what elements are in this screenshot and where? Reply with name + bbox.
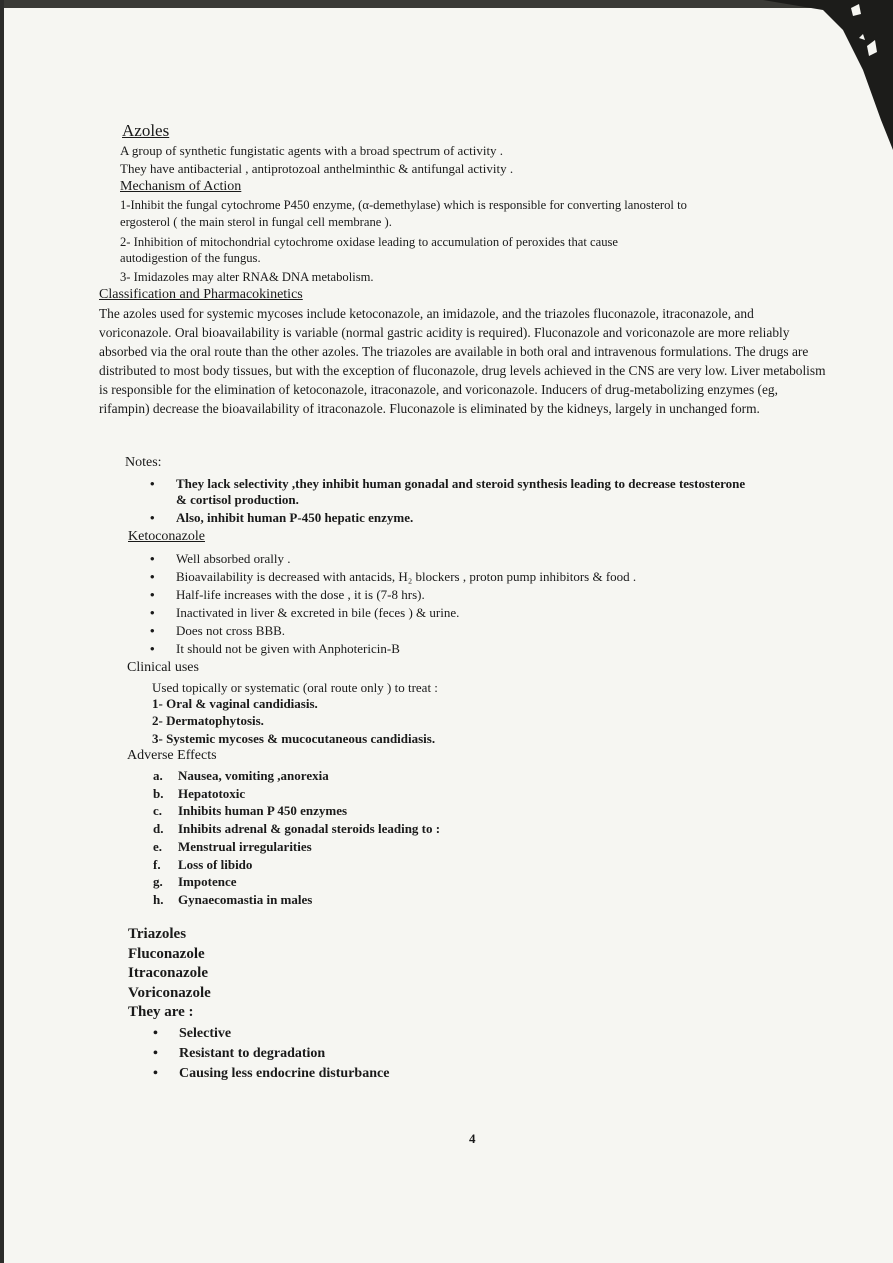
- adverse-effect-label: a.: [153, 768, 163, 783]
- adverse-effect-text: Impotence: [178, 874, 237, 890]
- ketoconazole-list: [150, 550, 636, 658]
- triazole-drug: Fluconazole: [128, 946, 205, 962]
- triazoles-properties-list: [153, 1024, 389, 1084]
- clinical-uses-item: 3- Systemic mycoses & mucocutaneous candidiasis.: [152, 731, 436, 746]
- notes-list: [150, 476, 745, 526]
- adverse-effect-text: Hepatotoxic: [178, 785, 246, 801]
- clinical-uses-intro: Used topically or systematic (oral route only ) to treat :: [152, 680, 438, 695]
- triazoles-heading: Triazoles: [128, 926, 187, 942]
- adverse-effect-text: Inhibits adrenal & gonadal steroids leading to :: [178, 821, 441, 837]
- intro-line: A group of synthetic fungistatic agents with a broad spectrum of activity .: [120, 143, 504, 158]
- adverse-effect-label: g.: [153, 874, 163, 890]
- mechanism-item: 1-Inhibit the fungal cytochrome P450 enzyme, (α-demethylase) which is responsible for converting lanosterol to: [120, 198, 687, 212]
- triazole-drug: Itraconazole: [128, 965, 208, 981]
- clinical-uses-item: 1- Oral & vaginal candidiasis.: [152, 696, 318, 711]
- adverse-effect-text: Inhibits human P 450 enzymes: [178, 803, 348, 819]
- page-number: 4: [469, 1131, 476, 1146]
- they-are-label: They are :: [128, 1004, 194, 1020]
- notes-item: • They lack selectivity ,they inhibit human gonadal and steroid synthesis leading to decrease testosterone: [150, 476, 745, 492]
- ketoconazole-item: • Half-life increases with the dose , it is (7-8 hrs).: [150, 586, 636, 604]
- adverse-effect-item: [153, 873, 440, 891]
- ketoconazole-item: • Bioavailability is decreased with antacids, H₂ blockers , proton pump inhibitors & food .: [150, 568, 636, 586]
- notes-heading: Notes:: [125, 455, 162, 470]
- ketoconazole-heading: Ketoconazole: [128, 529, 205, 544]
- triazole-property: • Resistant to degradation: [153, 1044, 389, 1064]
- triazole-property: • Causing less endocrine disturbance: [153, 1064, 389, 1084]
- notes-item-continued-text: & cortisol production.: [176, 492, 299, 507]
- classification-paragraph: The azoles used for systemic mycoses include ketoconazole, an imidazole, and the triazoles fluconazole, itraconazole, and voriconazole. Oral bioavailability is variable (normal gastric acidity is required). Fluconazole and voriconazole are more reliably absorbed via the oral route than the other azoles. The triazoles are available in both oral and intravenous formulations. The drugs are distributed to most body tissues, but with the exception of fluconazole, drug levels achieved in the CNS are very low. Liver metabolism is responsible for the elimination of ketoconazole, itraconazole, and voriconazole. Inducers of drug-metabolizing enzymes (eg, rifampin) decrease the bioavailability of itraconazole. Fluconazole is eliminated by the kidneys, largely in unchanged form.: [99, 306, 826, 416]
- triazole-property: • Selective: [153, 1024, 389, 1044]
- adverse-effects-list: [153, 767, 440, 909]
- mechanism-item: ergosterol ( the main sterol in fungal cell membrane ).: [120, 215, 392, 229]
- adverse-effect-label: h.: [153, 891, 164, 907]
- adverse-effect-text: Menstrual irregularities: [178, 838, 312, 854]
- adverse-effect-item: [153, 856, 440, 874]
- intro-line: They have antibacterial , antiprotozoal anthelminthic & antifungal activity .: [120, 161, 514, 176]
- adverse-effect-item: [153, 820, 440, 838]
- ketoconazole-item: • Well absorbed orally .: [150, 550, 636, 568]
- adverse-effects-heading: Adverse Effects: [127, 748, 217, 763]
- ketoconazole-item: • Does not cross BBB.: [150, 622, 636, 640]
- scan-top-edge: [0, 0, 893, 8]
- adverse-effect-label: c.: [153, 803, 163, 819]
- notes-item: • Also, inhibit human P-450 hepatic enzyme.: [150, 510, 745, 526]
- adverse-effect-text: Loss of libido: [178, 856, 253, 872]
- adverse-effect-label: b.: [153, 785, 164, 801]
- mechanism-item: autodigestion of the fungus.: [120, 251, 261, 265]
- triazole-drug: Voriconazole: [128, 985, 211, 1001]
- adverse-effect-label: f.: [153, 856, 161, 872]
- adverse-effect-text: Nausea, vomiting ,anorexia: [178, 768, 329, 783]
- ketoconazole-item: • Inactivated in liver & excreted in bile (feces ) & urine.: [150, 604, 636, 622]
- notes-item-continued: [150, 492, 745, 508]
- clinical-uses-heading: Clinical uses: [127, 660, 199, 675]
- ketoconazole-item: • It should not be given with Anphotericin-B: [150, 640, 636, 658]
- title-azoles: Azoles: [122, 121, 170, 140]
- adverse-effect-item: [153, 838, 440, 856]
- adverse-effect-item: [153, 767, 440, 785]
- clinical-uses-item: 2- Dermatophytosis.: [152, 713, 264, 728]
- adverse-effect-item: [153, 785, 440, 803]
- adverse-effect-item: [153, 891, 440, 909]
- mechanism-item: 2- Inhibition of mitochondrial cytochrome oxidase leading to accumulation of peroxides that cause: [120, 235, 619, 249]
- adverse-effect-item: [153, 802, 440, 820]
- mechanism-item: 3- Imidazoles may alter RNA& DNA metabolism.: [120, 270, 374, 284]
- folded-corner-shadow: [763, 0, 893, 150]
- classification-heading: Classification and Pharmacokinetics: [99, 287, 303, 302]
- adverse-effect-label: d.: [153, 821, 164, 837]
- adverse-effect-label: e.: [153, 838, 163, 854]
- scan-left-edge: [0, 0, 4, 1263]
- adverse-effect-text: Gynaecomastia in males: [178, 891, 313, 907]
- mechanism-heading: Mechanism of Action: [120, 179, 242, 194]
